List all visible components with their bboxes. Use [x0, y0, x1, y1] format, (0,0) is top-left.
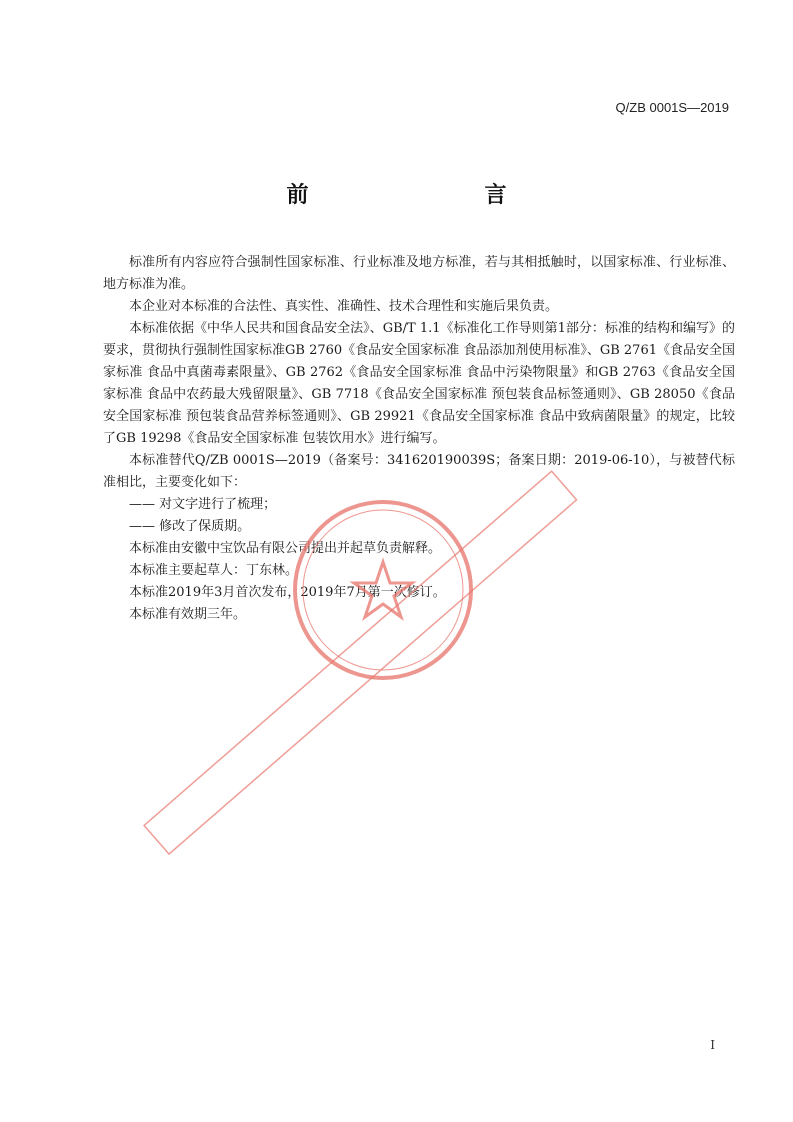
paragraph-responsibility: 本企业对本标准的合法性、真实性、准确性、技术合理性和实施后果负责。: [129, 299, 559, 314]
change-item-text: —— 对文字进行了梳理；: [129, 497, 277, 512]
preface-body: [103, 252, 735, 626]
paragraph-drafter: 本标准主要起草人：丁东林。: [129, 563, 299, 578]
change-item-shelf-life: —— 修改了保质期。: [129, 519, 251, 534]
page-title: 前 言: [286, 183, 551, 208]
paragraph-drafting-unit: 本标准由安徽中宝饮品有限公司提出并起草负责解释。: [129, 541, 442, 556]
paragraph-conformity: 标准所有内容应符合强制性国家标准、行业标准及地方标准，若与其相抵触时，以国家标准、行业标准、地方标准为准。: [103, 255, 735, 292]
paragraph-basis: 本标准依据《中华人民共和国食品安全法》、GB/T 1.1《标准化工作导则第1部分：标准的结构和编写》的要求，贯彻执行强制性国家标准GB 2760《食品安全国家标准 食品添加剂使用标准》、GB 2761《食品安全国家标准 食品中真菌毒素限量》、GB 2762《食品安全国家标准 食品中污染物限量》和GB 2763《食品安全国家标准 食品中农药最大残留限量》、GB 7718《食品安全国家标准 预包装食品标签通则》、GB 28050《食品安全国家标准 预包装食品营养标签通则》、GB 29921《食品安全国家标准 食品中致病菌限量》的规定，比较了GB 19298《食品安全国家标准 包装饮用水》进行编写。: [103, 321, 735, 446]
document-code: Q/ZB 0001S—2019: [615, 100, 729, 115]
paragraph-replacement: 本标准替代Q/ZB 0001S—2019（备案号：341620190039S；备案日期：2019-06-10），与被替代标准相比，主要变化如下：: [103, 453, 735, 490]
page-number: I: [710, 1038, 715, 1052]
paragraph-release-history: 本标准2019年3月首次发布，2019年7月第一次修订。: [129, 585, 446, 600]
paragraph-validity: 本标准有效期三年。: [129, 607, 247, 622]
